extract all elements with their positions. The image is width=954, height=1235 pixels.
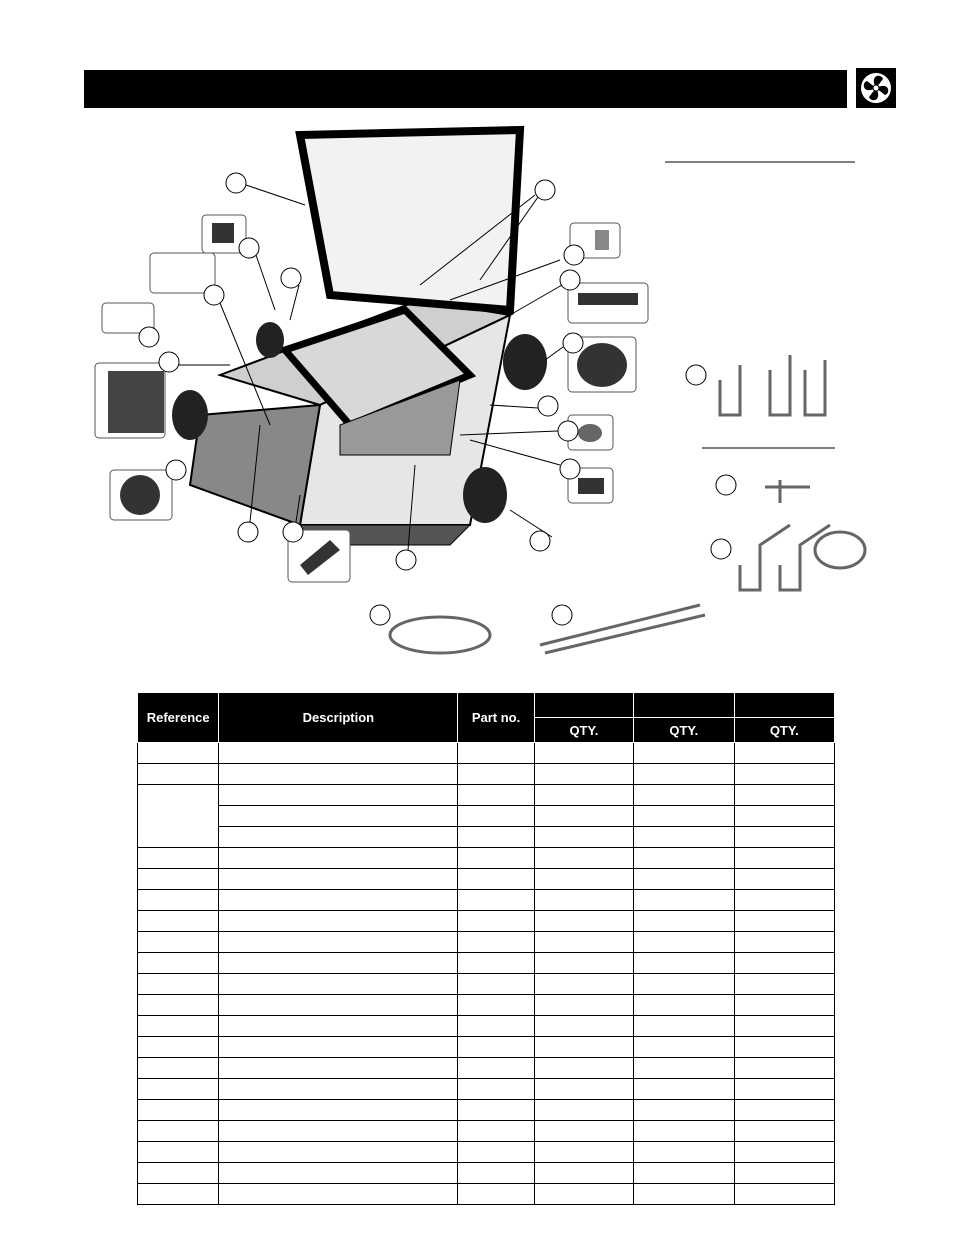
reference-header: Reference bbox=[138, 693, 219, 743]
table-row bbox=[138, 1184, 835, 1205]
table-cell bbox=[734, 848, 834, 869]
table-row bbox=[138, 743, 835, 764]
table-cell bbox=[734, 806, 834, 827]
table-cell bbox=[219, 1058, 458, 1079]
table-cell bbox=[458, 974, 534, 995]
table-cell bbox=[138, 1058, 219, 1079]
table-cell bbox=[734, 764, 834, 785]
table-cell bbox=[634, 995, 734, 1016]
table-cell bbox=[734, 1163, 834, 1184]
table-cell bbox=[734, 1142, 834, 1163]
table-row bbox=[138, 785, 835, 806]
table-cell bbox=[534, 1058, 633, 1079]
table-cell bbox=[734, 1100, 834, 1121]
table-cell bbox=[219, 890, 458, 911]
table-cell bbox=[634, 1121, 734, 1142]
table-cell bbox=[634, 785, 734, 806]
qty-header: QTY. bbox=[634, 718, 734, 743]
qty-header: QTY. bbox=[734, 718, 834, 743]
table-cell bbox=[138, 911, 219, 932]
model-header bbox=[734, 693, 834, 718]
table-cell bbox=[634, 1142, 734, 1163]
table-cell bbox=[138, 1100, 219, 1121]
unit-illustration bbox=[172, 130, 547, 545]
table-cell bbox=[219, 1037, 458, 1058]
table-cell bbox=[219, 1121, 458, 1142]
table-cell bbox=[634, 953, 734, 974]
table-cell bbox=[458, 1058, 534, 1079]
table-cell bbox=[138, 1142, 219, 1163]
table-cell bbox=[458, 1016, 534, 1037]
table-cell bbox=[458, 827, 534, 848]
table-cell bbox=[219, 932, 458, 953]
table-cell bbox=[458, 806, 534, 827]
table-cell bbox=[634, 1037, 734, 1058]
table-row bbox=[138, 1100, 835, 1121]
table-cell bbox=[219, 1079, 458, 1100]
table-cell bbox=[534, 1142, 633, 1163]
table-cell bbox=[219, 1016, 458, 1037]
table-cell bbox=[458, 743, 534, 764]
table-cell bbox=[138, 848, 219, 869]
table-cell bbox=[219, 806, 458, 827]
table-cell bbox=[138, 869, 219, 890]
table-row bbox=[138, 848, 835, 869]
table-cell bbox=[458, 1037, 534, 1058]
table-cell bbox=[734, 1079, 834, 1100]
table-cell bbox=[534, 911, 633, 932]
table-cell bbox=[534, 806, 633, 827]
table-row bbox=[138, 1016, 835, 1037]
table-row bbox=[138, 1058, 835, 1079]
table-cell bbox=[534, 1079, 633, 1100]
table-cell bbox=[458, 848, 534, 869]
table-cell bbox=[458, 890, 534, 911]
table-cell bbox=[534, 974, 633, 995]
table-cell bbox=[219, 1142, 458, 1163]
table-cell bbox=[138, 1037, 219, 1058]
fan-logo-icon bbox=[855, 67, 897, 109]
table-cell bbox=[634, 1163, 734, 1184]
table-row bbox=[138, 995, 835, 1016]
table-cell bbox=[634, 911, 734, 932]
table-cell bbox=[734, 1037, 834, 1058]
table-cell bbox=[534, 869, 633, 890]
table-cell bbox=[534, 1121, 633, 1142]
table-cell bbox=[534, 1037, 633, 1058]
part-no-header: Part no. bbox=[458, 693, 534, 743]
table-row bbox=[138, 890, 835, 911]
table-cell bbox=[634, 848, 734, 869]
table-cell bbox=[458, 785, 534, 806]
table-cell bbox=[138, 1121, 219, 1142]
table-cell bbox=[458, 1100, 534, 1121]
table-cell bbox=[138, 932, 219, 953]
table-cell bbox=[734, 743, 834, 764]
table-cell bbox=[219, 785, 458, 806]
table-cell bbox=[138, 995, 219, 1016]
table-row bbox=[138, 1121, 835, 1142]
table-cell bbox=[219, 827, 458, 848]
qty-header: QTY. bbox=[534, 718, 633, 743]
table-cell bbox=[458, 1142, 534, 1163]
table-cell bbox=[138, 974, 219, 995]
table-cell bbox=[634, 890, 734, 911]
table-row bbox=[138, 911, 835, 932]
table-cell bbox=[458, 995, 534, 1016]
table-cell bbox=[534, 1184, 633, 1205]
table-row bbox=[138, 1142, 835, 1163]
table-cell bbox=[734, 869, 834, 890]
table-row bbox=[138, 806, 835, 827]
table-cell bbox=[634, 1016, 734, 1037]
table-cell bbox=[534, 785, 633, 806]
table-cell bbox=[138, 764, 219, 785]
table-cell bbox=[634, 764, 734, 785]
table-cell bbox=[634, 974, 734, 995]
table-cell bbox=[219, 848, 458, 869]
table-cell bbox=[534, 1163, 633, 1184]
table-cell bbox=[734, 911, 834, 932]
table-row bbox=[138, 974, 835, 995]
table-cell bbox=[458, 911, 534, 932]
table-cell bbox=[534, 995, 633, 1016]
table-cell bbox=[634, 1058, 734, 1079]
table-cell bbox=[634, 827, 734, 848]
table-cell bbox=[734, 890, 834, 911]
table-cell bbox=[138, 785, 219, 848]
table-cell bbox=[634, 1100, 734, 1121]
table-cell bbox=[458, 1121, 534, 1142]
table-cell bbox=[138, 953, 219, 974]
table-cell bbox=[734, 785, 834, 806]
table-row bbox=[138, 827, 835, 848]
table-cell bbox=[734, 932, 834, 953]
table-cell bbox=[634, 932, 734, 953]
table-cell bbox=[534, 827, 633, 848]
table-row bbox=[138, 1079, 835, 1100]
table-row bbox=[138, 1163, 835, 1184]
table-cell bbox=[734, 1184, 834, 1205]
table-cell bbox=[534, 1016, 633, 1037]
exploded-parts-diagram bbox=[90, 125, 890, 685]
table-cell bbox=[138, 1184, 219, 1205]
table-cell bbox=[534, 743, 633, 764]
table-cell bbox=[138, 743, 219, 764]
table-cell bbox=[458, 764, 534, 785]
table-cell bbox=[734, 953, 834, 974]
table-cell bbox=[734, 1016, 834, 1037]
table-cell bbox=[219, 953, 458, 974]
table-cell bbox=[634, 743, 734, 764]
table-row bbox=[138, 953, 835, 974]
table-cell bbox=[219, 1163, 458, 1184]
table-cell bbox=[458, 1184, 534, 1205]
table-cell bbox=[219, 911, 458, 932]
table-cell bbox=[458, 1079, 534, 1100]
table-cell bbox=[458, 1163, 534, 1184]
section-header-bar bbox=[84, 70, 847, 108]
table-row bbox=[138, 764, 835, 785]
table-cell bbox=[534, 1100, 633, 1121]
table-cell bbox=[534, 953, 633, 974]
model-header bbox=[634, 693, 734, 718]
table-cell bbox=[458, 869, 534, 890]
table-cell bbox=[219, 764, 458, 785]
table-cell bbox=[219, 1184, 458, 1205]
table-cell bbox=[138, 1163, 219, 1184]
table-cell bbox=[634, 1184, 734, 1205]
table-cell bbox=[534, 764, 633, 785]
parts-list-table bbox=[137, 692, 835, 1205]
table-row bbox=[138, 869, 835, 890]
description-header: Description bbox=[219, 693, 458, 743]
table-cell bbox=[458, 932, 534, 953]
table-cell bbox=[734, 1058, 834, 1079]
table-cell bbox=[634, 806, 734, 827]
table-cell bbox=[138, 1079, 219, 1100]
table-cell bbox=[734, 974, 834, 995]
table-cell bbox=[534, 890, 633, 911]
table-cell bbox=[138, 890, 219, 911]
table-cell bbox=[734, 995, 834, 1016]
table-cell bbox=[219, 974, 458, 995]
table-cell bbox=[219, 995, 458, 1016]
table-cell bbox=[534, 932, 633, 953]
table-cell bbox=[734, 1121, 834, 1142]
table-cell bbox=[219, 869, 458, 890]
table-cell bbox=[138, 1016, 219, 1037]
table-row bbox=[138, 932, 835, 953]
table-cell bbox=[734, 827, 834, 848]
table-cell bbox=[634, 869, 734, 890]
model-header bbox=[534, 693, 633, 718]
table-cell bbox=[534, 848, 633, 869]
table-row bbox=[138, 1037, 835, 1058]
table-cell bbox=[219, 1100, 458, 1121]
table-cell bbox=[219, 743, 458, 764]
parts-table-body bbox=[138, 743, 835, 1205]
table-cell bbox=[634, 1079, 734, 1100]
table-cell bbox=[458, 953, 534, 974]
